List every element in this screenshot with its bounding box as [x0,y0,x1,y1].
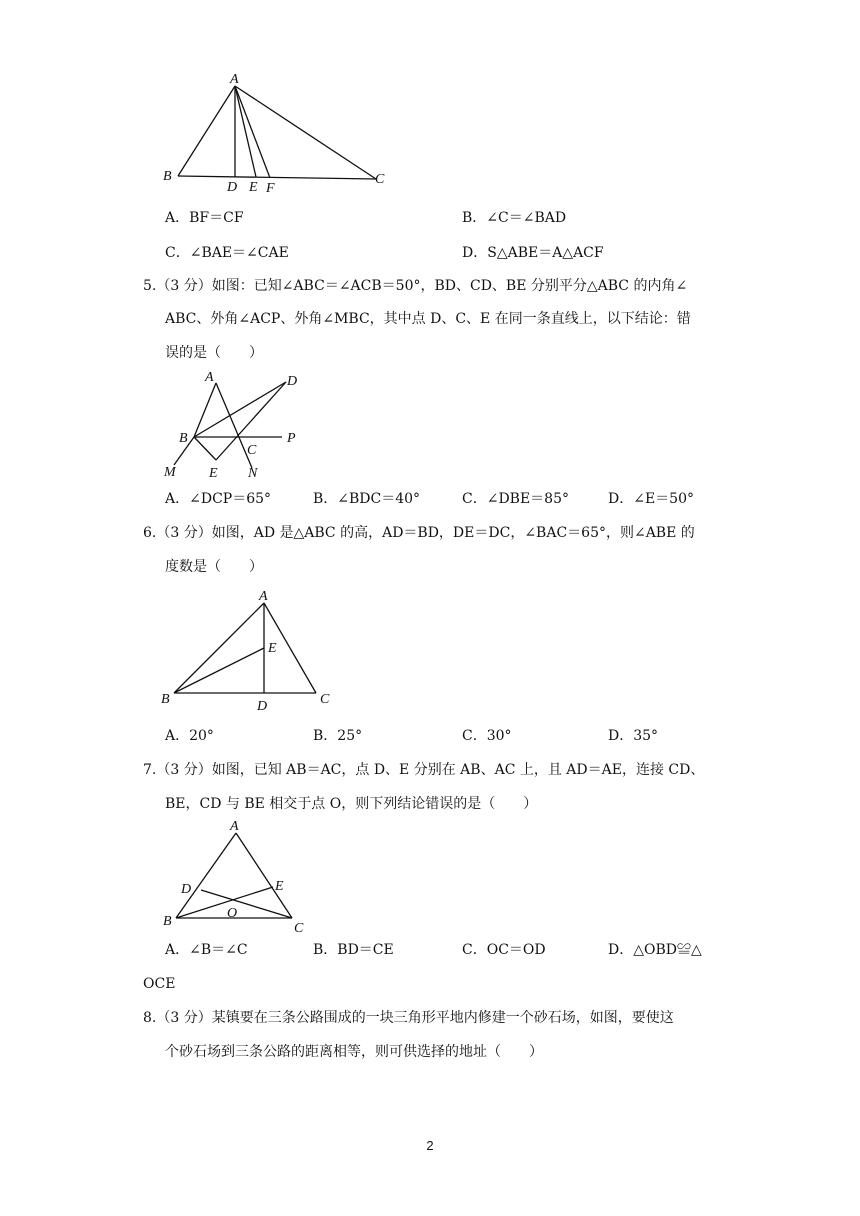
q4-option-d[interactable]: D．S△ABE＝A△ACF [462,245,604,261]
q6-label-d: D [257,699,268,714]
q6-label-e: E [268,641,277,656]
q5-stem-line-3: 误的是（ ） [165,345,263,361]
q4-option-a[interactable]: A．BF＝CF [165,210,244,226]
q6-label-b: B [161,692,170,707]
q7-figure [160,815,320,940]
q6-option-a[interactable]: A．20° [165,728,214,744]
page-number: 2 [426,1138,434,1153]
q5-stem-line-1: 5.（3 分）如图：已知∠ABC＝∠ACB＝50°，BD、CD、BE 分别平分△ABC 的内角∠ [143,278,688,294]
q5-option-b[interactable]: B．∠BDC＝40° [313,491,421,507]
q7-label-a: A [230,819,239,834]
q4-label-e: E [249,180,258,195]
q5-label-a: A [205,370,214,385]
q6-option-b[interactable]: B．25° [313,728,363,744]
q7-label-d: D [181,882,192,897]
q5-label-c: C [247,443,257,458]
q7-option-d-continued: OCE [143,976,176,992]
q4-label-b: B [163,169,172,184]
q5-figure [160,365,320,480]
q5-option-d[interactable]: D．∠E＝50° [608,491,694,507]
q7-label-c: C [294,921,304,936]
q5-option-c[interactable]: C．∠DBE＝85° [462,491,569,507]
q7-option-b[interactable]: B．BD＝CE [313,942,394,958]
q4-option-b[interactable]: B．∠C＝∠BAD [462,210,567,226]
q6-option-d[interactable]: D．35° [608,728,659,744]
q5-label-n: N [248,466,258,480]
q4-label-a: A [230,72,239,87]
q7-label-o: O [227,906,238,921]
q5-stem-line-2: ABC、外角∠ACP、外角∠MBC，其中点 D、C、E 在同一条直线上，以下结论：错 [165,311,691,327]
q6-figure [160,585,350,715]
q8-stem-line-1: 8.（3 分）某镇要在三条公路围成的一块三角形平地内修建一个砂石场，如图，要使这 [143,1010,674,1026]
q7-option-c[interactable]: C．OC＝OD [462,942,546,958]
q7-label-b: B [163,914,172,929]
q7-stem-line-2: BE，CD 与 BE 相交于点 O，则下列结论错误的是（ ） [165,796,538,812]
q5-label-m: M [164,465,176,480]
q8-stem-line-2: 个砂石场到三条公路的距离相等，则可供选择的地址（ ） [165,1044,543,1060]
q7-option-d[interactable]: D．△OBD≌△ [608,942,702,958]
q6-label-c: C [320,692,330,707]
q7-label-e: E [275,879,284,894]
q7-option-a[interactable]: A．∠B＝∠C [165,942,248,958]
q4-label-c: C [375,172,385,187]
q5-label-d: D [287,374,298,389]
q5-label-p: P [287,431,296,446]
q4-figure [160,68,400,198]
q6-stem-line-1: 6.（3 分）如图，AD 是△ABC 的高，AD＝BD，DE＝DC，∠BAC＝65°，则∠ABE 的 [143,525,695,541]
q4-label-d: D [227,180,238,195]
q7-stem-line-1: 7.（3 分）如图，已知 AB＝AC，点 D、E 分别在 AB、AC 上，且 AD＝AE，连接 CD、 [143,762,705,778]
q4-label-f: F [266,181,275,196]
q6-stem-line-2: 度数是（ ） [165,559,263,575]
q6-label-a: A [259,589,268,604]
q5-label-b: B [179,431,188,446]
q5-option-a[interactable]: A．∠DCP＝65° [165,491,272,507]
q4-option-c[interactable]: C．∠BAE＝∠CAE [165,245,289,261]
q6-option-c[interactable]: C．30° [462,728,512,744]
q5-label-e: E [209,466,218,480]
